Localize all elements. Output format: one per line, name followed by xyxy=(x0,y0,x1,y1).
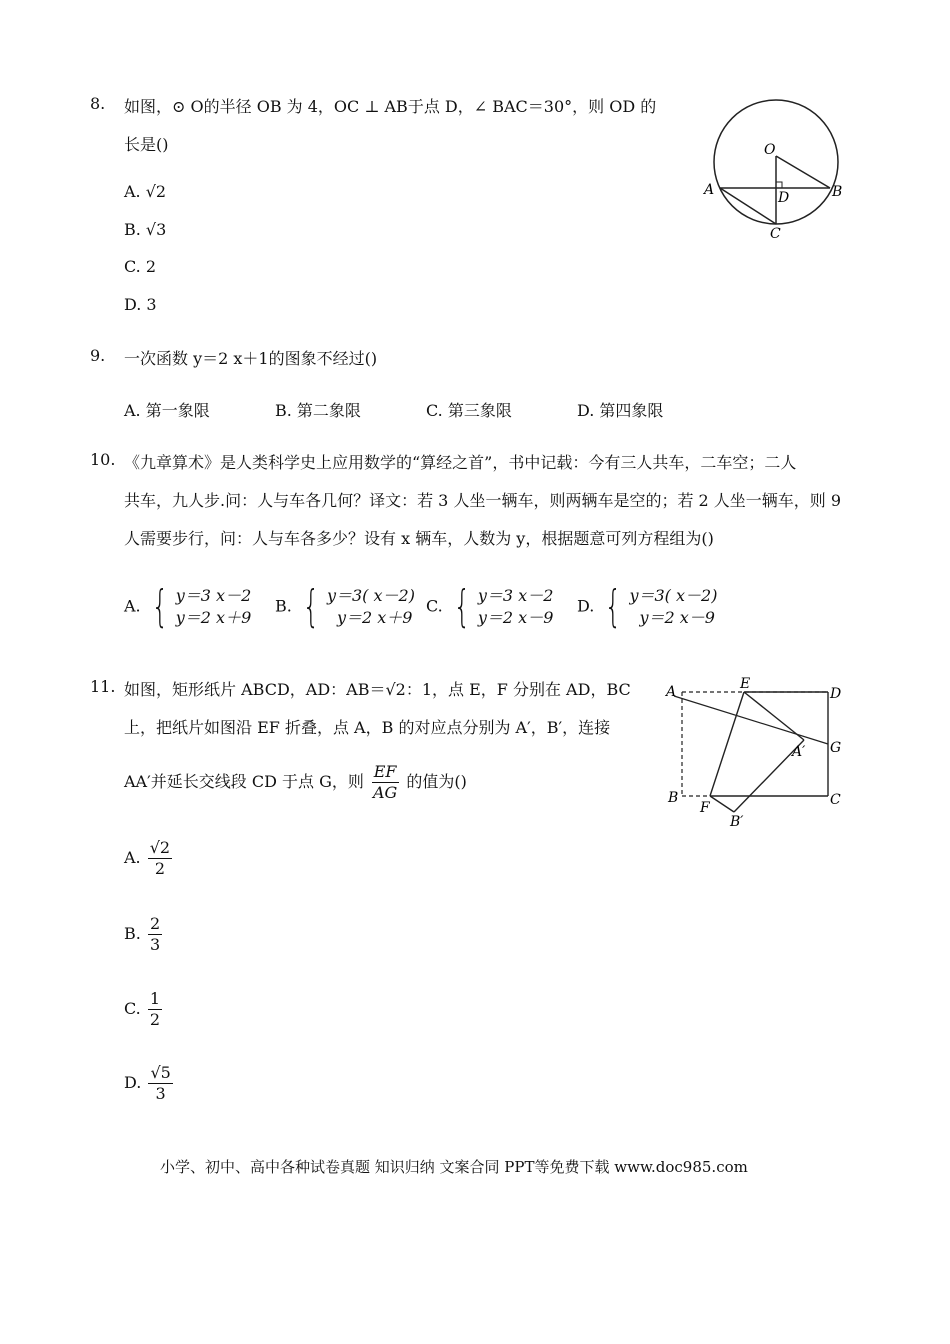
q8-number: 8. xyxy=(90,94,106,113)
fig11-label-d: D xyxy=(830,686,842,702)
q11-option-a xyxy=(124,838,174,879)
page-footer: 小学、初中、高中各种试卷真题 知识归纳 文案合同 PPT等免费下载 www.doc985.com xyxy=(160,1158,748,1176)
q11-a-den: 2 xyxy=(154,859,166,878)
q10-option-b-label: B. xyxy=(275,596,292,616)
q11-ratio-denominator: AG xyxy=(372,783,398,802)
q9-option-c: C. 第三象限 xyxy=(426,401,512,420)
brace-icon: { xyxy=(151,581,169,632)
q11-a-num: √2 xyxy=(149,838,171,857)
fig8-label-a: A xyxy=(704,182,715,198)
q10-c-eq2: y＝2 x－9 xyxy=(477,608,554,627)
q10-a-eq1: y＝3 x－2 xyxy=(175,586,252,605)
q9-option-b: B. 第二象限 xyxy=(275,401,361,420)
q11-b-num: 2 xyxy=(149,914,161,933)
q10-option-a xyxy=(124,581,252,632)
q11-option-c-label: C. xyxy=(124,999,141,1018)
q11-number: 11. xyxy=(90,677,116,696)
q10-option-a-label: A. xyxy=(124,596,141,616)
fig11-label-g: G xyxy=(830,740,842,756)
q8-option-b: B. √3 xyxy=(124,220,167,239)
q11-stem-line1: 如图，矩形纸片 ABCD，AD：AB＝√2：1，点 E，F 分别在 AD，BC xyxy=(124,680,631,699)
q9-stem: 一次函数 y＝2 x＋1的图象不经过() xyxy=(124,349,378,368)
brace-icon: { xyxy=(605,581,622,632)
q10-stem-line3: 人需要步行，问：人与车各多少？设有 x 辆车，人数为 y，根据题意可列方程组为() xyxy=(124,529,714,548)
q10-option-c xyxy=(426,581,554,632)
q11-option-c xyxy=(124,989,164,1030)
q11-rectangle-fold-figure xyxy=(660,672,850,832)
brace-icon: { xyxy=(302,581,320,632)
q10-d-eq1: y＝3( x－2) xyxy=(629,586,718,605)
fig11-label-a-prime: A′ xyxy=(792,744,806,760)
q8-option-c: C. 2 xyxy=(124,257,157,276)
q11-d-den: 3 xyxy=(155,1084,166,1103)
q10-option-b xyxy=(275,581,415,632)
q8-stem-line2: 长是() xyxy=(124,135,169,154)
q10-c-eq1: y＝3 x－2 xyxy=(477,586,554,605)
fig11-label-c: C xyxy=(830,792,841,808)
fig8-label-d: D xyxy=(778,190,790,206)
q9-option-a: A. 第一象限 xyxy=(124,401,210,420)
q9-number: 9. xyxy=(90,346,106,365)
q10-option-d xyxy=(577,581,718,632)
q11-option-d xyxy=(124,1063,175,1104)
q11-option-b xyxy=(124,914,164,955)
fig8-label-o: O xyxy=(764,142,776,158)
q11-stem-line3 xyxy=(124,762,467,803)
q11-c-num: 1 xyxy=(149,989,161,1008)
brace-icon: { xyxy=(453,581,471,632)
fig8-label-b: B xyxy=(832,184,843,200)
q8-option-d: D. 3 xyxy=(124,295,157,314)
fig11-label-e: E xyxy=(740,676,751,692)
q10-d-eq2: y＝2 x－9 xyxy=(639,608,715,627)
q11-stem-line3-post: 的值为() xyxy=(406,772,467,791)
q10-option-d-label: D. xyxy=(577,596,595,616)
q10-b-eq2: y＝2 x＋9 xyxy=(336,608,413,627)
q11-option-d-label: D. xyxy=(124,1073,142,1092)
fig11-label-a: A xyxy=(666,684,677,700)
q8-circle-figure xyxy=(700,88,850,248)
q8-stem-line1: 如图，⊙ O的半径 OB 为 4，OC ⊥ AB于点 D，∠ BAC＝30°，则 OD 的 xyxy=(124,97,657,116)
q10-stem-line2: 共车，九人步.问：人与车各几何？译文：若 3 人坐一辆车，则两辆车是空的；若 2 人坐一辆车，则 9 xyxy=(124,491,842,510)
fig11-label-b-prime: B′ xyxy=(730,814,744,830)
q11-b-den: 3 xyxy=(149,935,161,954)
q11-d-num: √5 xyxy=(150,1063,171,1082)
q10-option-c-label: C. xyxy=(426,596,443,616)
q11-stem-line3-pre: AA′并延长交线段 CD 于点 G，则 xyxy=(124,772,364,791)
q11-option-a-label: A. xyxy=(124,848,141,867)
q10-a-eq2: y＝2 x＋9 xyxy=(175,608,252,627)
q10-b-eq1: y＝3( x－2) xyxy=(326,586,415,605)
fig11-label-f: F xyxy=(700,800,710,816)
q11-option-b-label: B. xyxy=(124,924,141,943)
q8-option-a: A. √2 xyxy=(124,182,167,201)
q11-ratio-numerator: EF xyxy=(373,762,397,781)
fig8-label-c: C xyxy=(770,226,781,242)
q11-stem-line2: 上，把纸片如图沿 EF 折叠，点 A，B 的对应点分别为 A′，B′，连接 xyxy=(124,718,611,737)
fig11-label-b: B xyxy=(668,790,679,806)
q10-number: 10. xyxy=(90,450,116,469)
q11-c-den: 2 xyxy=(149,1010,161,1029)
q9-option-d: D. 第四象限 xyxy=(577,401,664,420)
q10-stem-line1: 《九章算术》是人类科学史上应用数学的“算经之首”，书中记载：今有三人共车，二车空；二人 xyxy=(124,453,797,472)
